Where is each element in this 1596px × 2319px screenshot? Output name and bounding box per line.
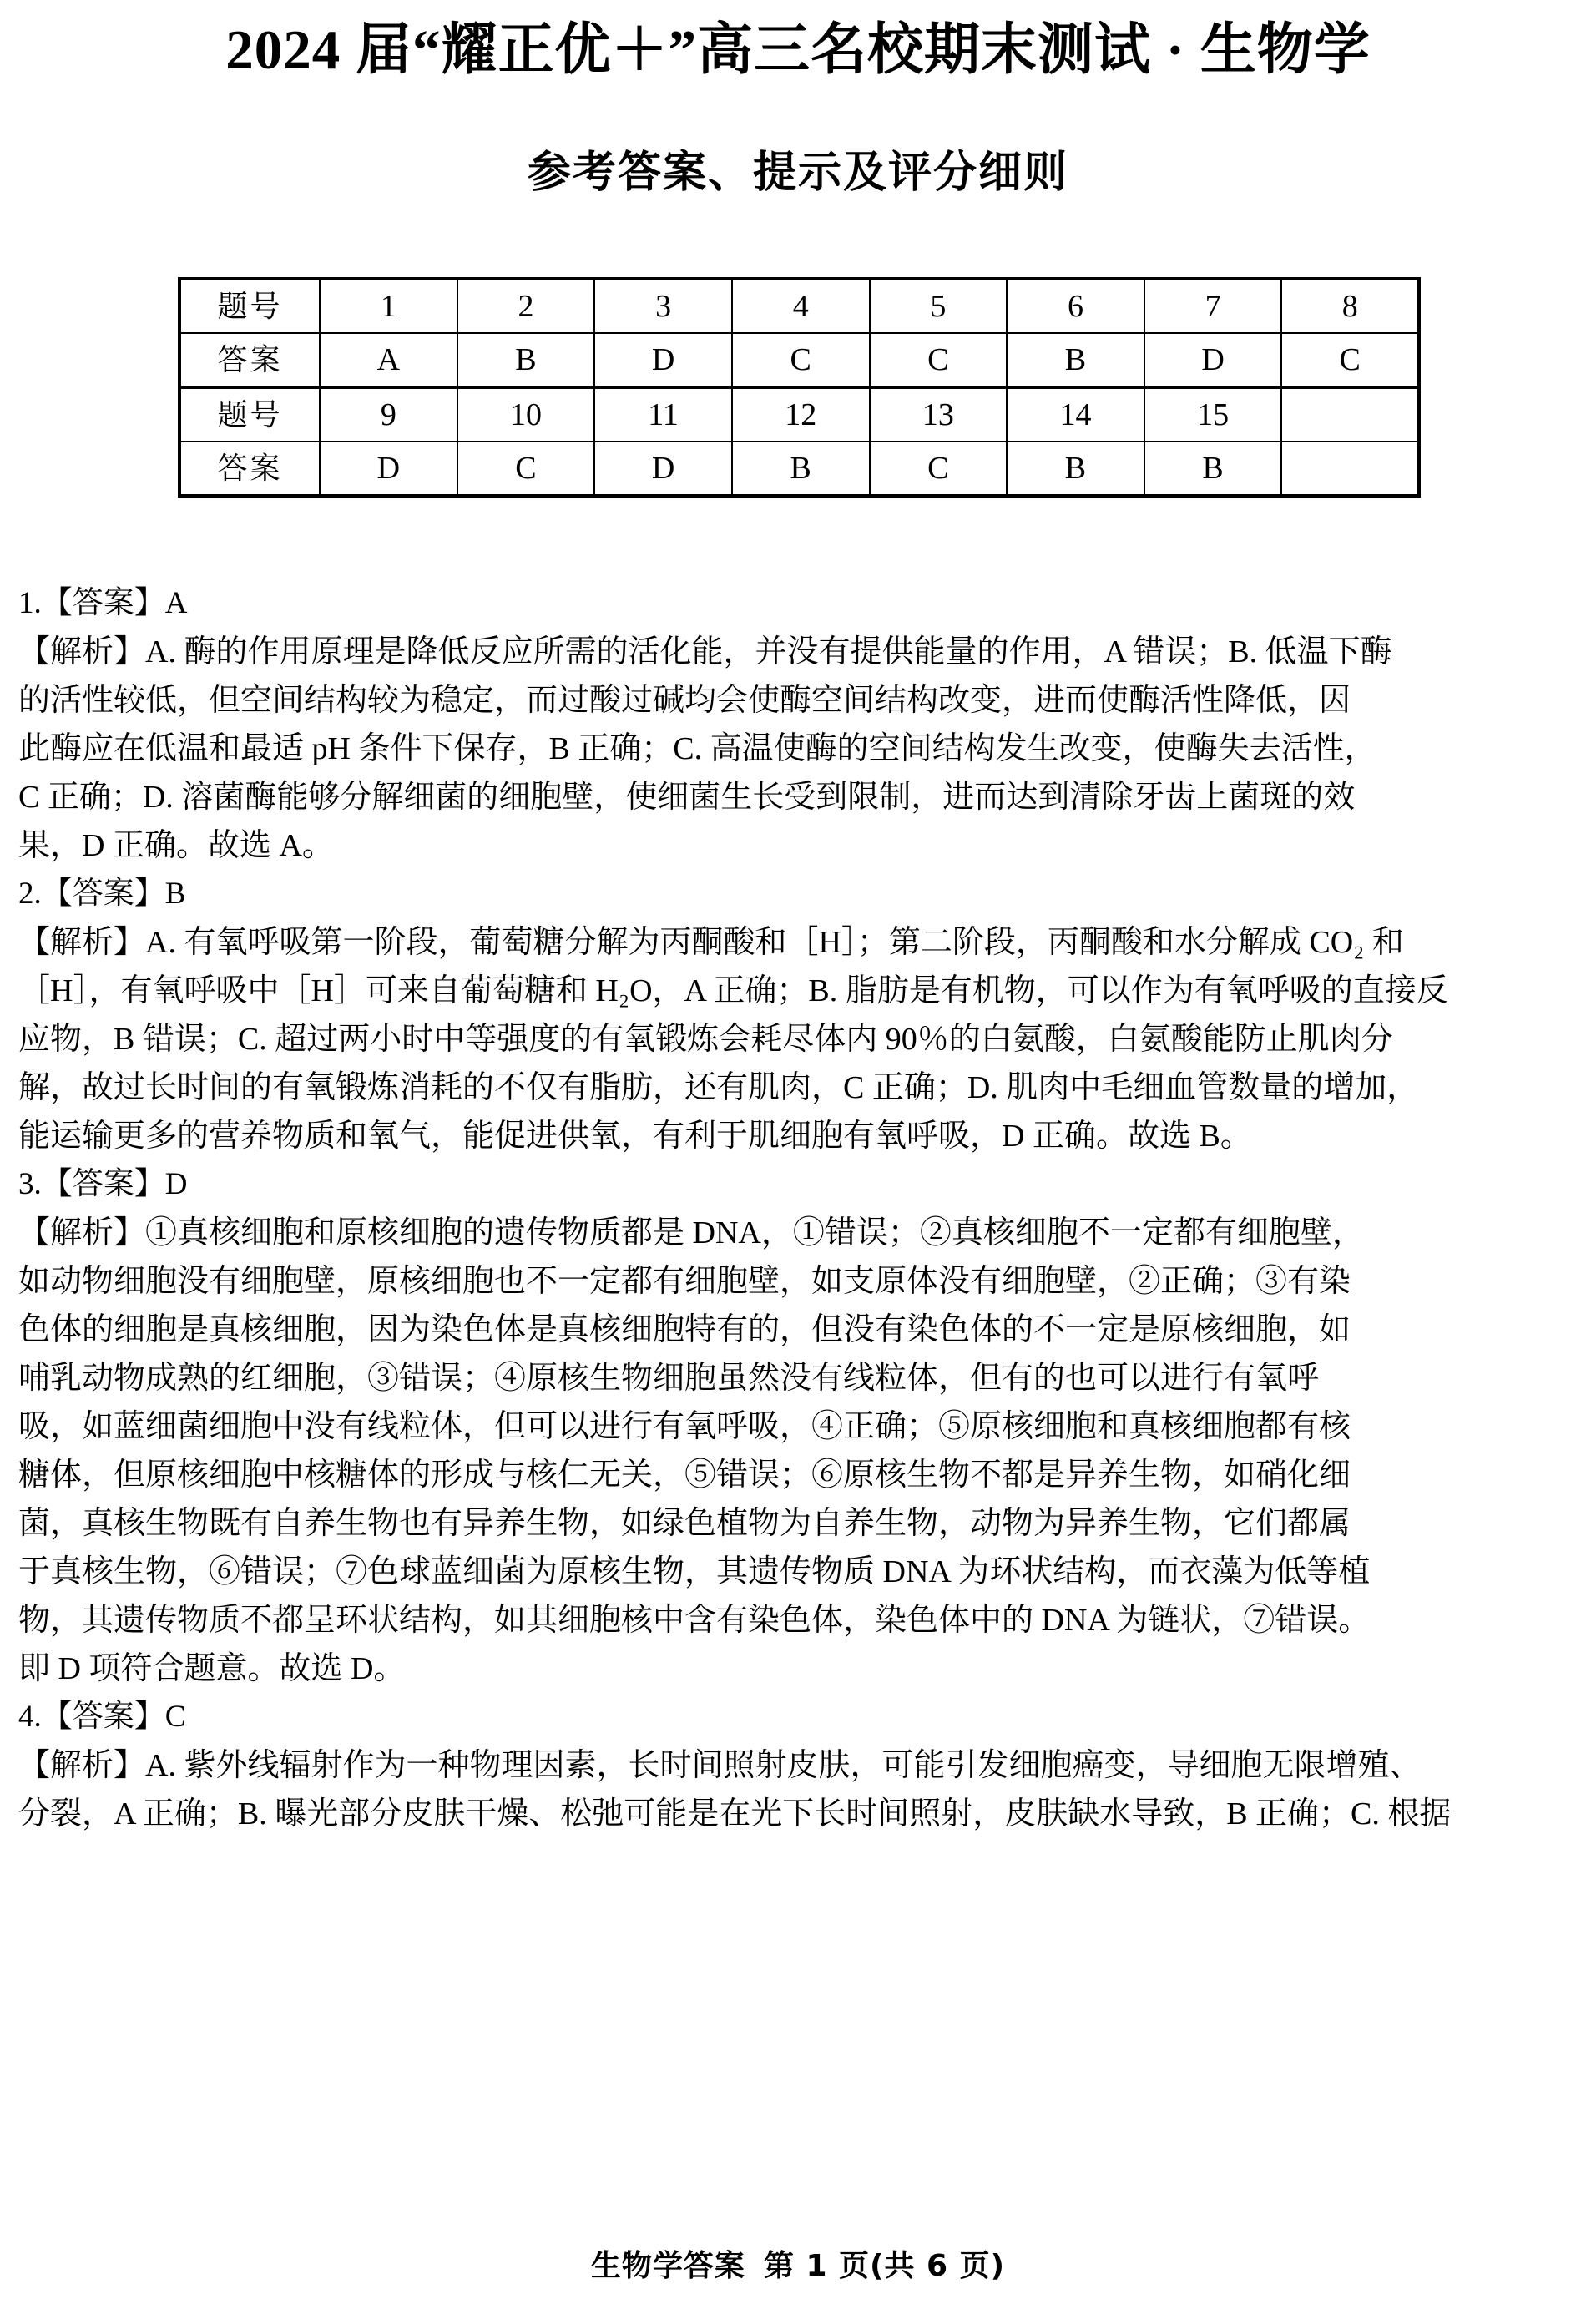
explanation-block-4 xyxy=(18,1693,1576,1838)
table-cell: C xyxy=(870,442,1008,496)
table-cell: 14 xyxy=(1007,387,1144,442)
answer-label: 2.【答案】B xyxy=(18,877,186,911)
explanations-container xyxy=(18,579,1576,1838)
explanation-block-3 xyxy=(18,1160,1576,1693)
explanation-line: 哺乳动物成熟的红细胞，③错误；④原核生物细胞虽然没有线粒体，但有的也可以进行有氧呼 xyxy=(18,1361,1320,1396)
footer-subject: 生物学答案 xyxy=(590,2249,745,2283)
explanation-line: 色体的细胞是真核细胞，因为染色体是真核细胞特有的，但没有染色体的不一定是原核细胞，如 xyxy=(18,1312,1351,1347)
table-cell: 4 xyxy=(732,279,870,333)
table-cell: 5 xyxy=(870,279,1008,333)
table-cell: 9 xyxy=(320,387,457,442)
table-cell: 10 xyxy=(457,387,595,442)
table-cell: D xyxy=(320,442,457,496)
explanation-line: 的活性较低，但空间结构较为稳定，而过酸过碱均会使酶空间结构改变，进而使酶活性降低，因 xyxy=(18,683,1351,718)
answer-label: 1.【答案】A xyxy=(18,586,188,620)
explanation-line: 于真核生物，⑥错误；⑦色球蓝细菌为原核生物，其遗传物质 DNA 为环状结构，而衣藻为低等植 xyxy=(18,1554,1371,1589)
page-footer xyxy=(0,2242,1596,2285)
table-cell: B xyxy=(457,333,595,387)
row-label-answer-1: 答案 xyxy=(179,333,320,387)
table-cell: C xyxy=(870,333,1008,387)
explanation-line: 即 D 项符合题意。故选 D。 xyxy=(18,1651,406,1686)
explanation-line: C 正确；D. 溶菌酶能够分解细菌的细胞壁，使细菌生长受到限制，进而达到清除牙齿上菌斑的效 xyxy=(18,780,1356,815)
page-title: 2024 届“耀正优＋”高三名校期末测试 · 生物学 xyxy=(225,19,1371,81)
explanation-line: 能运输更多的营养物质和氧气，能促进供氧，有利于肌细胞有氧呼吸，D 正确。故选 B。 xyxy=(18,1119,1252,1154)
table-cell: C xyxy=(1281,333,1419,387)
answer-label: 4.【答案】C xyxy=(18,1700,186,1734)
explanation-line: 【解析】A. 紫外线辐射作为一种物理因素，长时间照射皮肤，可能引发细胞癌变，导细胞无限增殖、 xyxy=(18,1748,1422,1783)
table-cell: 1 xyxy=(320,279,457,333)
table-cell: B xyxy=(1144,442,1282,496)
table-cell: 7 xyxy=(1144,279,1282,333)
table-cell: D xyxy=(594,442,732,496)
answer-key-table xyxy=(178,277,1421,498)
table-cell: 11 xyxy=(594,387,732,442)
table-cell: C xyxy=(457,442,595,496)
explanation-line: 【解析】A. 酶的作用原理是降低反应所需的活化能，并没有提供能量的作用，A 错误；B. 低温下酶 xyxy=(18,634,1392,669)
explanation-line: 【解析】A. 有氧呼吸第一阶段，葡萄糖分解为丙酮酸和［H］；第二阶段，丙酮酸和水分解成 CO₂ 和 xyxy=(18,925,1404,960)
table-cell: B xyxy=(732,442,870,496)
explanation-line: 解，故过长时间的有氧锻炼消耗的不仅有脂肪，还有肌肉，C 正确；D. 肌肉中毛细血管数量的增加， xyxy=(18,1070,1419,1105)
table-cell: 6 xyxy=(1007,279,1144,333)
explanation-block-1 xyxy=(18,579,1576,870)
table-row xyxy=(179,387,1419,442)
table-cell: B xyxy=(1007,333,1144,387)
table-cell: D xyxy=(594,333,732,387)
table-row xyxy=(179,333,1419,387)
explanation-line: 应物，B 错误；C. 超过两小时中等强度的有氧锻炼会耗尽体内 90％的白氨酸，白氨酸能防止肌肉分 xyxy=(18,1022,1393,1057)
explanation-line: 物，其遗传物质不都呈环状结构，如其细胞核中含有染色体，染色体中的 DNA 为链状，⑦错误。 xyxy=(18,1603,1371,1638)
table-cell: 2 xyxy=(457,279,595,333)
row-label-question-1: 题号 xyxy=(179,279,320,333)
table-cell: 15 xyxy=(1144,387,1282,442)
explanation-line: 吸，如蓝细菌细胞中没有线粒体，但可以进行有氧呼吸，④正确；⑤原核细胞和真核细胞都有核 xyxy=(18,1409,1351,1444)
footer-page-number: 第 1 页(共 6 页) xyxy=(763,2249,1006,2283)
table-cell: B xyxy=(1007,442,1144,496)
page-subtitle: 参考答案、提示及评分细则 xyxy=(527,148,1068,198)
explanation-line: 糖体，但原核细胞中核糖体的形成与核仁无关，⑤错误；⑥原核生物不都是异养生物，如硝化细 xyxy=(18,1458,1351,1493)
table-cell: C xyxy=(732,333,870,387)
table-row xyxy=(179,442,1419,496)
explanation-line: 分裂，A 正确；B. 曝光部分皮肤干燥、松弛可能是在光下长时间照射，皮肤缺水导致，B 正确；C. 根据 xyxy=(18,1796,1452,1831)
table-cell: 8 xyxy=(1281,279,1419,333)
table-cell: 12 xyxy=(732,387,870,442)
explanation-line: 【解析】①真核细胞和原核细胞的遗传物质都是 DNA，①错误；②真核细胞不一定都有细胞壁， xyxy=(18,1215,1364,1250)
row-label-question-2: 题号 xyxy=(179,387,320,442)
answer-label: 3.【答案】D xyxy=(18,1167,188,1201)
explanation-line: 果，D 正确。故选 A。 xyxy=(18,828,334,863)
explanation-line: 此酶应在低温和最适 pH 条件下保存，B 正确；C. 高温使酶的空间结构发生改变，使酶失去活性， xyxy=(18,731,1376,766)
explanation-line: 如动物细胞没有细胞壁，原核细胞也不一定都有细胞壁，如支原体没有细胞壁，②正确；③有染 xyxy=(18,1264,1351,1299)
row-label-answer-2: 答案 xyxy=(179,442,320,496)
table-cell: A xyxy=(320,333,457,387)
answer-key-table-container xyxy=(178,277,1421,498)
table-cell: 3 xyxy=(594,279,732,333)
table-cell: 13 xyxy=(870,387,1008,442)
table-row xyxy=(179,279,1419,333)
table-cell: D xyxy=(1144,333,1282,387)
table-cell xyxy=(1281,387,1419,442)
explanation-line: 菌，真核生物既有自养生物也有异养生物，如绿色植物为自养生物，动物为异养生物，它们都属 xyxy=(18,1506,1351,1541)
explanation-block-2 xyxy=(18,870,1576,1160)
table-cell xyxy=(1281,442,1419,496)
explanation-line: ［H］，有氧呼吸中［H］可来自葡萄糖和 H₂O，A 正确；B. 脂肪是有机物，可以作为有氧呼吸的直接反 xyxy=(18,973,1448,1008)
